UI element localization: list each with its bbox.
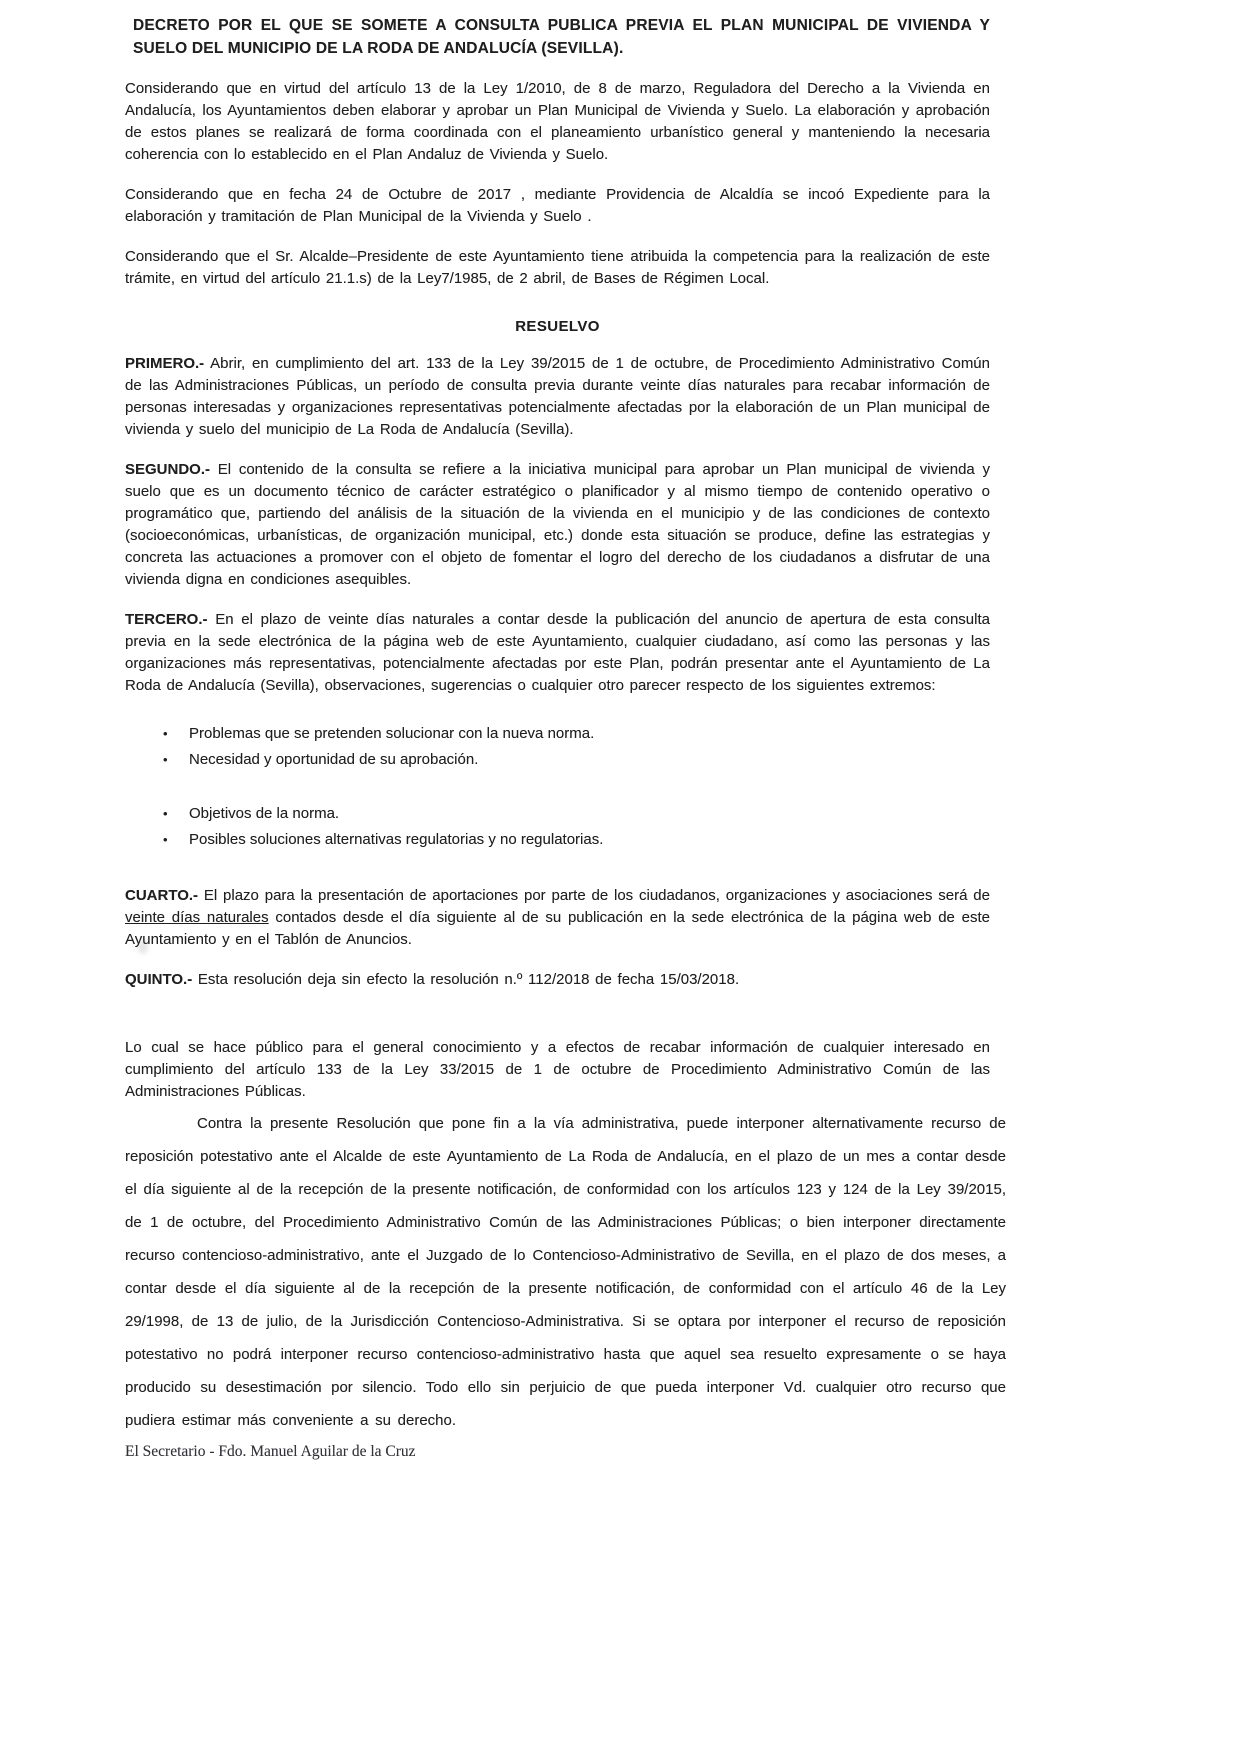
bullet-list-1 — [163, 723, 990, 771]
list-item — [163, 749, 990, 771]
bullet-icon: • — [163, 806, 168, 821]
resolution-primero — [125, 353, 990, 441]
cuarto-underlined-text: veinte días naturales — [125, 909, 269, 926]
bullet-icon: • — [163, 726, 168, 741]
primero-text: Abrir, en cumplimiento del art. 133 de la Ley 39/2015 de 1 de octubre, de Procedimiento Administrativo Común de las Administraciones Públicas, un período de consulta previa durante veinte días naturales para recabar información de personas interesadas y organizaciones representativas potencialmente afectadas por la elaboración de un Plan municipal de vivienda y suelo del municipio de La Roda de Andalucía (Sevilla). — [125, 355, 990, 438]
bullet-text: Problemas que se pretenden solucionar con la nueva norma. — [189, 725, 595, 742]
cuarto-label: CUARTO.- — [125, 887, 199, 904]
list-item — [163, 723, 990, 745]
cuarto-text-after: contados desde el día siguiente al de su publicación en la sede electrónica de la página web de este Ayuntamiento y en el Tablón de Anuncios. — [125, 909, 990, 948]
scan-smudge-artifact — [138, 940, 148, 954]
segundo-text: El contenido de la consulta se refiere a la iniciativa municipal para aprobar un Plan municipal de vivienda y suelo que es un documento técnico de carácter estratégico o planificador y al mismo tiempo de contenido operativo o programático que, partiendo del análisis de la situación de la vivienda en el municipio y de las condiciones de contexto (socioeconómicas, urbanísticas, de organización municipal, etc.) donde esta situación se produce, define las estrategias y concreta las actuaciones a promover con el objeto de fomentar el logro del derecho de los ciudadanos a disfrutar de una vivienda digna en condiciones asequibles. — [125, 461, 990, 588]
resolution-quinto — [125, 969, 990, 991]
resuelvo-heading: RESUELVO — [515, 318, 600, 335]
considerando-2: Considerando que en fecha 24 de Octubre de 2017 , mediante Providencia de Alcaldía se incoó Expediente para la elaboración y tramitación de Plan Municipal de la Vivienda y Suelo . — [125, 186, 990, 225]
quinto-label: QUINTO.- — [125, 971, 193, 988]
tercero-text: En el plazo de veinte días naturales a contar desde la publicación del anuncio de apertura de esta consulta previa en la sede electrónica de la página web de este Ayuntamiento, cualquier ciudadano, así como las personas y las organizaciones más representativas, potencialmente afectadas por este Plan, podrán presentar ante el Ayuntamiento de La Roda de Andalucía (Sevilla), observaciones, sugerencias o cualquier otro parecer respecto de los siguientes extremos: — [125, 611, 990, 694]
quinto-text: Esta resolución deja sin efecto la resolución n.º 112/2018 de fecha 15/03/2018. — [192, 971, 740, 988]
resolution-cuarto — [125, 885, 990, 951]
bullet-icon: • — [163, 752, 168, 767]
signature-line: El Secretario - Fdo. Manuel Aguilar de la Cruz — [125, 1443, 416, 1460]
closing-paragraph: Lo cual se hace público para el general conocimiento y a efectos de recabar información de cualquier interesado en cumplimiento del artículo 133 de la Ley 33/2015 de 1 de octubre de Procedimiento Administrativo Común de las Administraciones Públicas. — [125, 1039, 990, 1100]
bullet-text: Posibles soluciones alternativas regulatorias y no regulatorias. — [189, 831, 604, 848]
resolution-segundo — [125, 459, 990, 591]
bullet-text: Necesidad y oportunidad de su aprobación. — [189, 751, 479, 768]
bullet-text: Objetivos de la norma. — [189, 805, 340, 822]
list-item — [163, 803, 990, 825]
considerando-3: Considerando que el Sr. Alcalde–Presidente de este Ayuntamiento tiene atribuida la competencia para la realización de este trámite, en virtud del artículo 21.1.s) de la Ley7/1985, de 2 abril, de Bases de Régimen Local. — [125, 248, 990, 287]
appeal-notice-paragraph: Contra la presente Resolución que pone fin a la vía administrativa, puede interponer alternativamente recurso de reposición potestativo ante el Alcalde de este Ayuntamiento de La Roda de Andalucía, en el plazo de un mes a contar desde el día siguiente al de la recepción de la presente notificación, de conformidad con los artículos 123 y 124 de la Ley 39/2015, de 1 de octubre, del Procedimiento Administrativo Común de las Administraciones Públicas; o bien interponer directamente recurso contencioso-administrativo, ante el Juzgado de lo Contencioso-Administrativo de Sevilla, en el plazo de dos meses, a contar desde el día siguiente al de la recepción de la presente notificación, de conformidad con el artículo 46 de la Ley 29/1998, de 13 de julio, de la Jurisdicción Contencioso-Administrativa. Si se optara por interponer el recurso de reposición potestativo no podrá interponer recurso contencioso-administrativo hasta que aquel sea resuelto expresamente o se haya producido su desestimación por silencio. Todo ello sin perjuicio de que pueda interponer Vd. cualquier otro recurso que pudiera estimar más conveniente a su derecho. — [125, 1115, 1006, 1429]
tercero-label: TERCERO.- — [125, 611, 208, 628]
list-item — [163, 829, 990, 851]
primero-label: PRIMERO.- — [125, 355, 205, 372]
segundo-label: SEGUNDO.- — [125, 461, 211, 478]
bullet-list-2 — [163, 803, 990, 851]
bullet-icon: • — [163, 832, 168, 847]
considerando-1: Considerando que en virtud del artículo 13 de la Ley 1/2010, de 8 de marzo, Reguladora del Derecho a la Vivienda en Andalucía, los Ayuntamientos deben elaborar y aprobar un Plan Municipal de Vivienda y Suelo. La elaboración y aprobación de estos planes se realizará de forma coordinada con el planeamiento urbanístico general y manteniendo la necesaria coherencia con lo establecido en el Plan Andaluz de Vivienda y Suelo. — [125, 80, 990, 163]
cuarto-text-before: El plazo para la presentación de aportaciones por parte de los ciudadanos, organizaciones y asociaciones será de — [198, 887, 990, 904]
document-title: DECRETO POR EL QUE SE SOMETE A CONSULTA PUBLICA PREVIA EL PLAN MUNICIPAL DE VIVIENDA Y SUELO DEL MUNICIPIO DE LA RODA DE ANDALUCÍA (SEVILLA). — [133, 17, 990, 57]
resolution-tercero — [125, 609, 990, 697]
